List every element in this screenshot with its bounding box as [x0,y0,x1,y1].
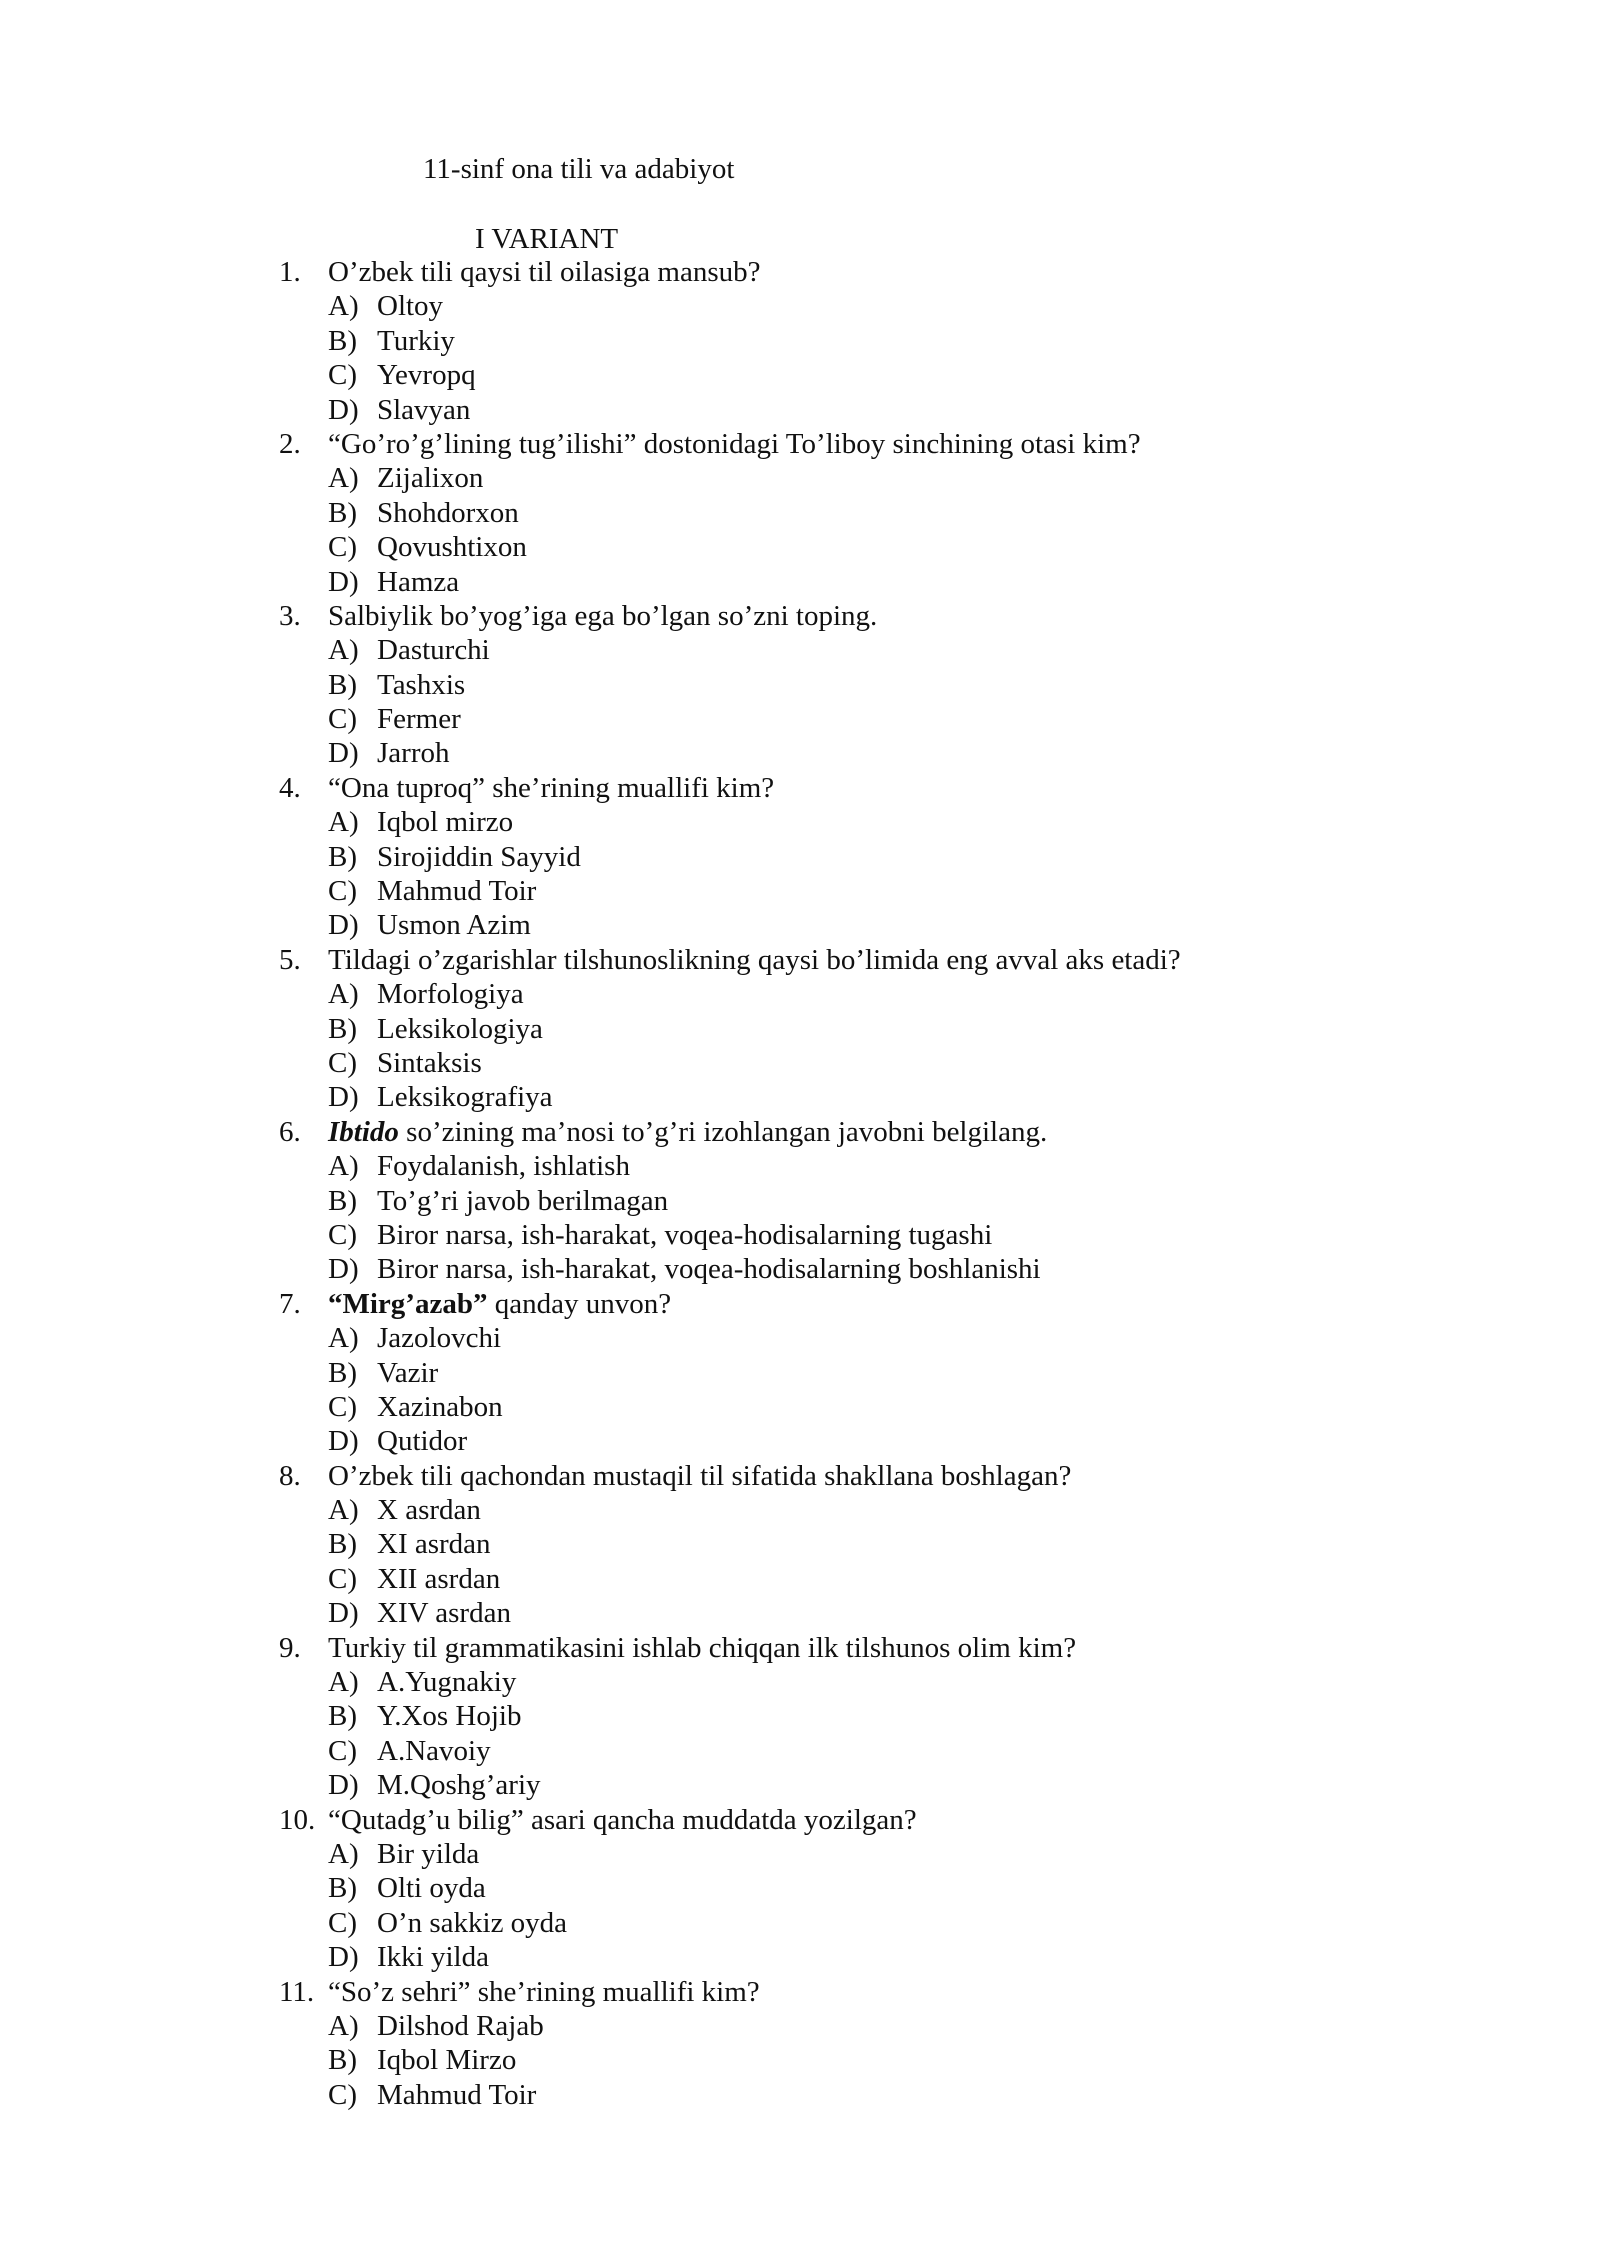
question-number: 10. [279,1803,316,1836]
option-letter: D) [328,565,359,598]
option-text: Foydalanish, ishlatish [377,1150,630,1183]
answer-option [0,1149,1600,1183]
option-text: Hamza [377,565,460,598]
option-letter: D) [328,737,359,770]
answer-option [0,496,1600,530]
answer-option [0,1906,1600,1940]
answer-option [0,1046,1600,1080]
answer-option [0,1734,1600,1768]
option-text: X asrdan [377,1494,481,1527]
option-letter: B) [328,1700,357,1733]
question-number: 5. [279,943,301,976]
option-text: Yevropq [377,359,476,392]
option-text: Y.Xos Hojib [377,1700,522,1733]
answer-option [0,702,1600,736]
option-letter: A) [328,462,359,495]
question-number: 4. [279,771,301,804]
question-11 [0,1975,1600,2113]
question-line [0,771,1600,805]
answer-option [0,1012,1600,1046]
option-letter: D) [328,1769,359,1802]
answer-option [0,668,1600,702]
question-emphasis: “Mirg’azab” [328,1287,488,1320]
option-text: Bir yilda [377,1837,480,1870]
option-letter: D) [328,1597,359,1630]
option-letter: C) [328,1906,357,1939]
question-text: “Ona tuproq” she’rining muallifi kim? [328,771,775,804]
option-text: Fermer [377,703,461,736]
option-letter: A) [328,2009,359,2042]
answer-option [0,289,1600,323]
option-text: Vazir [377,1356,439,1389]
option-letter: C) [328,2078,357,2111]
answer-option [0,1356,1600,1390]
option-text: A.Navoiy [377,1734,491,1767]
answer-option [0,977,1600,1011]
answer-option [0,324,1600,358]
option-letter: A) [328,1837,359,1870]
option-text: Iqbol mirzo [377,806,514,839]
option-letter: B) [328,1184,357,1217]
option-letter: C) [328,1218,357,1251]
question-line [0,1975,1600,2009]
option-letter: B) [328,1356,357,1389]
option-text: M.Qoshg’ariy [377,1769,541,1802]
option-letter: C) [328,875,357,908]
answer-option [0,1390,1600,1424]
question-number: 6. [279,1115,301,1148]
option-letter: B) [328,1872,357,1905]
option-letter: C) [328,1734,357,1767]
option-letter: C) [328,1046,357,1079]
option-text: Dasturchi [377,634,490,667]
option-letter: D) [328,909,359,942]
question-number: 2. [279,427,301,460]
option-letter: A) [328,1150,359,1183]
option-letter: B) [328,324,357,357]
answer-option [0,1837,1600,1871]
question-10 [0,1803,1600,1975]
option-letter: D) [328,393,359,426]
answer-option [0,736,1600,770]
question-3 [0,599,1600,771]
answer-option [0,565,1600,599]
question-line [0,1115,1600,1149]
option-text: Morfologiya [377,978,524,1011]
answer-option [0,1562,1600,1596]
option-letter: B) [328,840,357,873]
question-8 [0,1459,1600,1631]
option-letter: A) [328,806,359,839]
answer-option [0,840,1600,874]
option-letter: B) [328,668,357,701]
option-text: XII asrdan [377,1562,501,1595]
option-text: Olti oyda [377,1872,486,1905]
answer-option [0,1252,1600,1286]
question-2 [0,427,1600,599]
option-text: Leksikografiya [377,1081,553,1114]
question-number: 7. [279,1287,301,1320]
question-text: Salbiylik bo’yog’iga ega bo’lgan so’zni toping. [328,599,878,632]
answer-option [0,393,1600,427]
option-text: A.Yugnakiy [377,1666,517,1699]
option-text: XIV asrdan [377,1597,511,1630]
question-1 [0,255,1600,427]
option-text: Ikki yilda [377,1941,489,1974]
option-letter: C) [328,703,357,736]
option-text: Shohdorxon [377,496,519,529]
option-letter: C) [328,359,357,392]
answer-option [0,2009,1600,2043]
answer-option [0,358,1600,392]
option-letter: A) [328,1494,359,1527]
question-number: 11. [279,1975,315,2008]
answer-option [0,1596,1600,1630]
question-line [0,1287,1600,1321]
option-text: To’g’ri javob berilmagan [377,1184,669,1217]
question-line [0,1803,1600,1837]
question-4 [0,771,1600,943]
question-list [0,255,1600,2112]
answer-option [0,1527,1600,1561]
answer-option [0,1218,1600,1252]
question-number: 9. [279,1631,301,1664]
question-line [0,1631,1600,1665]
option-text: Leksikologiya [377,1012,543,1045]
option-text: Iqbol Mirzo [377,2044,517,2077]
answer-option [0,1424,1600,1458]
answer-option [0,1871,1600,1905]
option-text: Mahmud Toir [377,2078,537,2111]
question-text: “Go’ro’g’lining tug’ilishi” dostonidagi To’liboy sinchining otasi kim? [328,427,1141,460]
option-letter: B) [328,2044,357,2077]
option-letter: A) [328,978,359,1011]
question-emphasis: Ibtido [328,1115,399,1148]
question-number: 1. [279,256,301,288]
option-text: Biror narsa, ish-harakat, voqea-hodisalarning boshlanishi [377,1253,1041,1286]
answer-option [0,874,1600,908]
document-title: 11-sinf ona tili va adabiyot [423,153,735,185]
option-text: Mahmud Toir [377,875,537,908]
answer-option [0,1080,1600,1114]
question-line [0,427,1600,461]
option-letter: D) [328,1081,359,1114]
answer-option [0,633,1600,667]
question-number: 3. [279,599,301,632]
question-line [0,255,1600,289]
option-letter: A) [328,1666,359,1699]
option-text: Dilshod Rajab [377,2009,544,2042]
option-letter: B) [328,496,357,529]
option-letter: A) [328,634,359,667]
question-text: Tildagi o’zgarishlar tilshunoslikning qaysi bo’limida eng avval aks etadi? [328,943,1181,976]
question-text: “So’z sehri” she’rining muallifi kim? [328,1975,760,2008]
option-letter: C) [328,531,357,564]
option-letter: B) [328,1528,357,1561]
question-line [0,1459,1600,1493]
option-text: Sirojiddin Sayyid [377,840,581,873]
answer-option [0,805,1600,839]
option-text: Slavyan [377,393,471,426]
answer-option [0,2043,1600,2077]
answer-option [0,908,1600,942]
option-letter: D) [328,1425,359,1458]
option-letter: A) [328,290,359,323]
question-text-rest: qanday unvon? [487,1287,672,1320]
variant-heading: I VARIANT [475,223,619,255]
option-text: Qutidor [377,1425,468,1458]
question-text: “Qutadg’u bilig” asari qancha muddatda yozilgan? [328,1803,917,1836]
option-text: O’n sakkiz oyda [377,1906,568,1939]
answer-option [0,1768,1600,1802]
answer-option [0,1184,1600,1218]
question-text: O’zbek tili qaysi til oilasiga mansub? [328,256,761,288]
option-letter: C) [328,1562,357,1595]
question-6 [0,1115,1600,1287]
option-text: Sintaksis [377,1046,482,1079]
answer-option [0,1699,1600,1733]
question-7 [0,1287,1600,1459]
question-9 [0,1631,1600,1803]
answer-option [0,461,1600,495]
option-text: Jarroh [377,737,450,770]
question-text: Turkiy til grammatikasini ishlab chiqqan ilk tilshunos olim kim? [328,1631,1077,1664]
option-text: Usmon Azim [377,909,531,942]
question-number: 8. [279,1459,301,1492]
answer-option [0,530,1600,564]
question-line [0,599,1600,633]
option-text: Jazolovchi [377,1322,502,1355]
option-text: Oltoy [377,290,444,323]
option-text: Zijalixon [377,462,484,495]
option-text: Qovushtixon [377,531,527,564]
option-letter: C) [328,1390,357,1423]
option-text: Turkiy [377,324,455,357]
answer-option [0,2078,1600,2112]
option-letter: A) [328,1322,359,1355]
question-text [328,1115,1047,1149]
answer-option [0,1321,1600,1355]
option-text: Tashxis [377,668,466,701]
answer-option [0,1493,1600,1527]
question-line [0,943,1600,977]
option-letter: D) [328,1941,359,1974]
answer-option [0,1665,1600,1699]
answer-option [0,1940,1600,1974]
option-text: Biror narsa, ish-harakat, voqea-hodisalarning tugashi [377,1218,993,1251]
option-letter: D) [328,1253,359,1286]
option-text: Xazinabon [377,1390,503,1423]
option-letter: B) [328,1012,357,1045]
option-text: XI asrdan [377,1528,491,1561]
question-5 [0,943,1600,1115]
question-text-rest: so’zining ma’nosi to’g’ri izohlangan javobni belgilang. [398,1115,1048,1148]
question-text [328,1287,671,1321]
question-text: O’zbek tili qachondan mustaqil til sifatida shakllana boshlagan? [328,1459,1072,1492]
